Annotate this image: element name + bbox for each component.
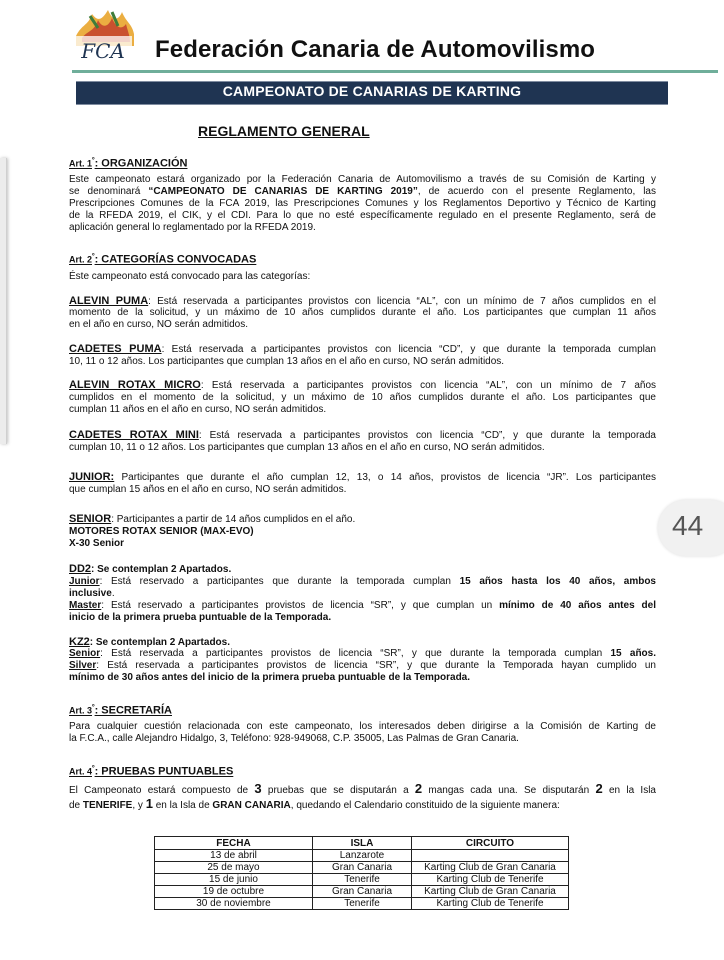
table-row [155, 886, 569, 898]
championship-title: CAMPEONATO DE CANARIAS DE KARTING [222, 83, 522, 99]
alevin-puma-line: en el año en curso, NO serán admitidos. [69, 319, 248, 330]
alevin-rotax-line: cumplan 11 años en el año en curso, NO serán admitidos. [69, 404, 327, 415]
cadetes-rotax-line: cumplan 10, 11 o 12 años. Los participantes que cumplan 13 años en el año en curso, NO serán admitidos. [69, 442, 545, 453]
art1-line: se denominará “CAMPEONATO DE CANARIAS DE KARTING 2019”, de acuerdo con el presente Reglamento, las [69, 186, 656, 197]
table-cell: Karting Club de Tenerife [412, 874, 569, 886]
table-row [155, 898, 569, 910]
senior-engine: MOTORES ROTAX SENIOR (MAX-EVO) [69, 526, 254, 537]
kz2-heading: KZ2: Se contemplan 2 Apartados. [69, 636, 230, 648]
table-cell: 13 de abril [155, 850, 313, 862]
art4-line: El Campeonato estará compuesto de 3 pruebas que se disputarán a 2 mangas cada una. Se disputarán 2 en la Isla [69, 781, 656, 796]
fca-logo [68, 6, 138, 64]
table-row [155, 874, 569, 886]
table-cell: 30 de noviembre [155, 898, 313, 910]
table-cell: Lanzarote [313, 850, 412, 862]
federation-title: Federación Canaria de Automovilismo [155, 36, 596, 63]
column-header: CIRCUITO [412, 837, 569, 850]
table-cell: Gran Canaria [313, 886, 412, 898]
table-cell: 15 de junio [155, 874, 313, 886]
kz2-line: Senior: Está reservada a participantes provistos de licencia “SR”, y que durante la temporada cumplan 15 años. [69, 648, 656, 659]
dd2-line: Master: Está reservado a participantes provistos de licencia “SR”, y que cumplan un mínimo de 40 años antes del [69, 600, 656, 611]
table-cell: 25 de mayo [155, 862, 313, 874]
art4-line: de TENERIFE, y 1 en la Isla de GRAN CANARIA, quedando el Calendario constituido de la siguiente manera: [69, 796, 560, 811]
table-cell: Karting Club de Gran Canaria [412, 886, 569, 898]
table-cell: 19 de octubre [155, 886, 313, 898]
art1-heading: Art. $1^º$: ORGANIZACIÓN [69, 157, 188, 170]
table-header-row [155, 837, 569, 850]
senior-engine: X-30 Senior [69, 538, 125, 549]
table-cell [412, 850, 569, 862]
alevin-puma-line: ALEVIN PUMA: Está reservada a participantes provistos con licencia “AL”, con un mínimo de 7 años cumplidos en el [69, 295, 656, 307]
junior-line: JUNIOR: Participantes que durante el año cumplan 12, 13, o 14 años, provistos de licencia “JR”. Los participantes [69, 471, 656, 483]
art3-line: Para cualquier cuestión relacionada con este campeonato, los interesados deben dirigirse a la Comisión de Karting de [69, 721, 656, 732]
dd2-line: Junior: Está reservado a participantes que durante la temporada cumplan 15 años hasta los 40 años, ambos [69, 576, 656, 587]
table-row [155, 850, 569, 862]
art2-heading: Art. $2^º$: CATEGORÍAS CONVOCADAS [69, 253, 257, 266]
art2-intro: Éste campeonato está convocado para las categorías: [69, 271, 311, 282]
table-cell: Tenerife [313, 898, 412, 910]
side-page-tab[interactable] [0, 158, 7, 444]
alevin-puma-line: momento de la solicitud, y un máximo de 10 años cumplidos durante el año. Los participantes que cumplan 11 años [69, 307, 656, 318]
senior-line: SENIOR: Participantes a partir de 14 años cumplidos en el año. [69, 513, 356, 525]
kz2-line: mínimo de 30 años antes del inicio de la primera prueba puntuable de la Temporada. [69, 672, 471, 683]
table-cell: Karting Club de Gran Canaria [412, 862, 569, 874]
calendar-table [154, 836, 569, 910]
art4-heading: Art. $4^º$: PRUEBAS PUNTUABLES [69, 765, 234, 778]
art3-heading: Art. $3^º$: SECRETARÍA [69, 704, 172, 717]
cadetes-puma-line: CADETES PUMA: Está reservada a participantes provistos con licencia “CD”, y que durante la temporada cumplan [69, 343, 656, 355]
dd2-heading: DD2: Se contemplan 2 Apartados. [69, 563, 232, 575]
junior-line: que cumplan 15 años en el año en curso, NO serán admitidos. [69, 484, 347, 495]
reglamento-title: REGLAMENTO GENERAL [198, 123, 370, 139]
art1-line: de la RFEDA 2019, el CIK, y el CDI. Para lo que no esté específicamente regulado en el presente Reglamento, será de [69, 210, 656, 221]
table-cell: Karting Club de Tenerife [412, 898, 569, 910]
kz2-line: Silver: Está reservada a participantes provistos de licencia “SR”, y que durante la Temporada hayan cumplido un [69, 660, 656, 671]
alevin-rotax-line: ALEVIN ROTAX MICRO: Está reservada a participantes provistos con licencia “AL”, con un mínimo de 7 años [69, 379, 657, 391]
cadetes-rotax-line: CADETES ROTAX MINI: Está reservada a participantes provistos con licencia “CD”, y que durante la temporada [69, 429, 656, 441]
table-row [155, 862, 569, 874]
art1-line: Prescripciones Comunes de la FCA 2019, las Prescripciones Comunes y los Reglamentos Deportivo y Técnico de Karting [69, 198, 656, 209]
dd2-line: inicio de la primera prueba puntuable de la Temporada. [69, 612, 332, 623]
logo-text: FCA [81, 39, 125, 63]
column-header: FECHA [155, 837, 313, 850]
table-cell: Gran Canaria [313, 862, 412, 874]
art3-line: la F.C.A., calle Alejandro Hidalgo, 3, Teléfono: 928-949068, C.P. 35005, Las Palmas de Gran Canaria. [69, 733, 519, 744]
dd2-line: inclusive. [69, 588, 115, 599]
page-number: 44 [672, 510, 704, 541]
art1-line: Este campeonato estará organizado por la Federación Canaria de Automovilismo a través de su Comisión de Karting y [69, 174, 656, 185]
cadetes-puma-line: 10, 11 o 12 años. Los participantes que cumplan 13 años en el año en curso, NO serán admitidos. [69, 356, 505, 367]
art1-line: aplicación general lo reglamentado por la RFEDA 2019. [69, 222, 316, 233]
alevin-rotax-line: cumplidos en el momento de la solicitud, y un máximo de 10 años cumplidos durante el año. Los participantes que [69, 392, 656, 403]
header-divider [72, 70, 718, 73]
column-header: ISLA [313, 837, 412, 850]
table-cell: Tenerife [313, 874, 412, 886]
